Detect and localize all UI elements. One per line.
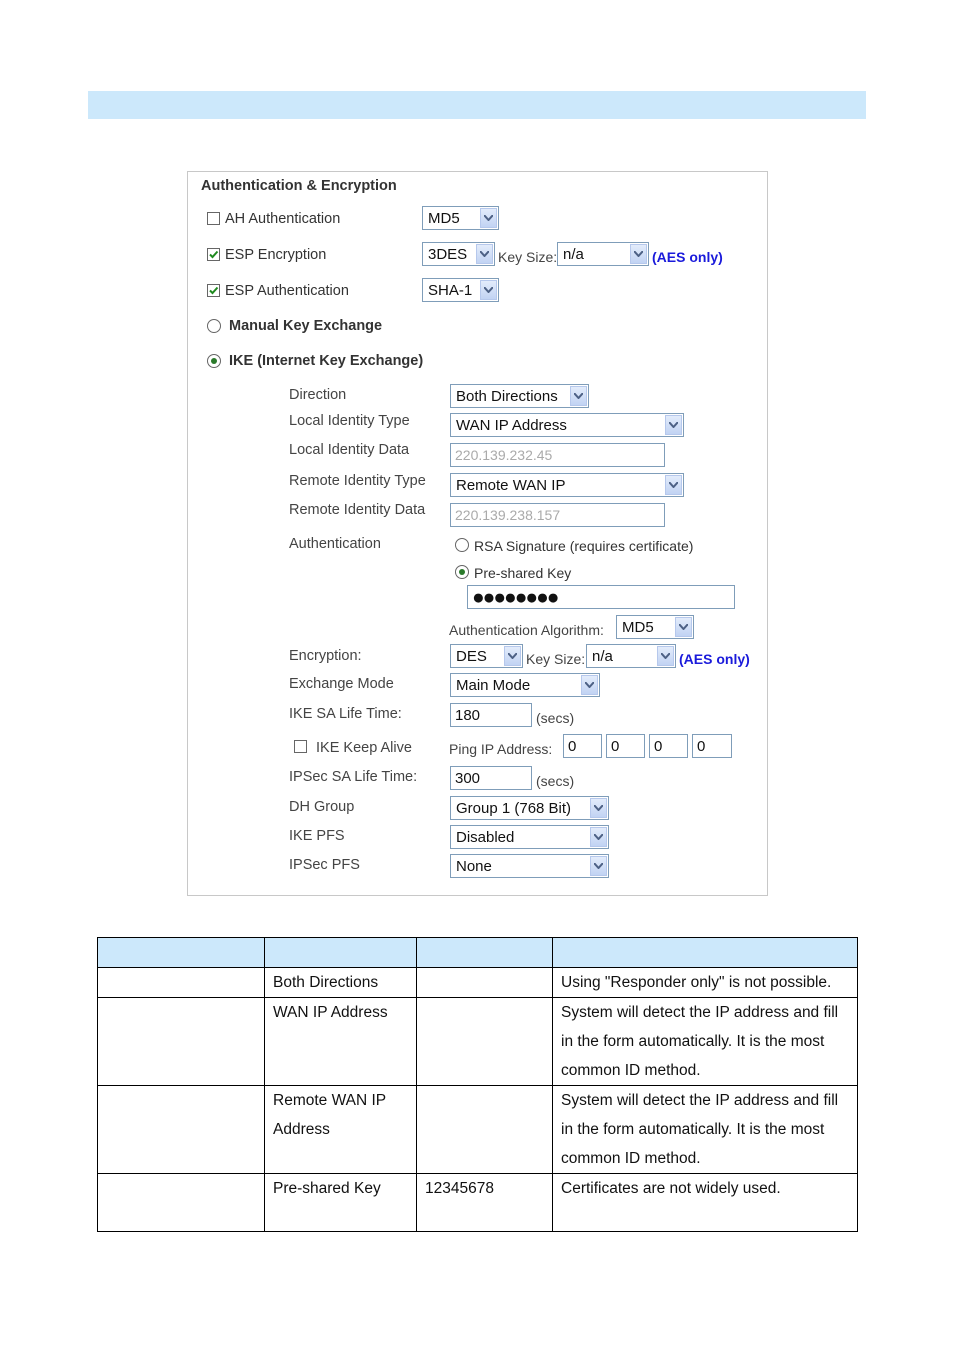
table-cell: [98, 1174, 265, 1232]
table-cell: Certificates are not widely used.: [553, 1174, 858, 1232]
settings-table: [97, 937, 858, 1232]
ipsec-pfs-label: IPSec PFS: [289, 857, 360, 873]
remote-identity-data-input[interactable]: 220.139.238.157: [450, 503, 665, 527]
ipsec-sa-life-time-input[interactable]: 300: [450, 766, 532, 790]
table-cell: [417, 1086, 553, 1174]
ping-ip-octet-3[interactable]: 0: [649, 734, 688, 758]
ike-pfs-label: IKE PFS: [289, 828, 345, 844]
auth-algorithm-label: Authentication Algorithm:: [449, 622, 604, 638]
esp-authentication-label: ESP Authentication: [225, 283, 349, 299]
table-cell: [98, 1086, 265, 1174]
chevron-down-icon: [590, 798, 607, 818]
panel-title: Authentication & Encryption: [201, 178, 397, 194]
manual-key-exchange-radio[interactable]: [207, 319, 221, 333]
manual-key-exchange-label: Manual Key Exchange: [229, 318, 383, 334]
pre-shared-key-label: Pre-shared Key: [474, 565, 572, 581]
ah-algorithm-select[interactable]: MD5: [422, 206, 499, 230]
remote-identity-data-label: Remote Identity Data: [289, 502, 426, 518]
table-cell: [417, 998, 553, 1086]
direction-label: Direction: [289, 387, 347, 403]
encryption-label: Encryption:: [289, 648, 362, 664]
rsa-signature-radio[interactable]: [455, 538, 469, 552]
encryption-select[interactable]: DES: [450, 644, 523, 668]
table-header-row: [98, 938, 858, 968]
chevron-down-icon: [581, 675, 598, 695]
table-header-cell: [417, 938, 553, 968]
table-cell: Pre-shared Key: [265, 1174, 417, 1232]
ike-radio[interactable]: [207, 354, 221, 368]
table-cell: System will detect the IP address and fill in the form automatically. It is the most common ID method.: [553, 1086, 858, 1174]
ike-sa-life-unit: (secs): [536, 710, 575, 726]
ike-keep-alive-checkbox[interactable]: [294, 740, 307, 753]
table-cell: [417, 968, 553, 998]
ping-ip-label: Ping IP Address:: [449, 741, 553, 757]
ike-key-size-label: Key Size:: [526, 651, 586, 667]
ike-key-size-select[interactable]: n/a: [586, 644, 676, 668]
table-header-cell: [265, 938, 417, 968]
authentication-label: Authentication: [289, 536, 381, 552]
esp-encryption-checkbox[interactable]: [207, 248, 220, 261]
esp-authentication-checkbox[interactable]: [207, 284, 220, 297]
table-row: [98, 1086, 858, 1174]
local-identity-data-input[interactable]: 220.139.232.45: [450, 443, 665, 467]
table-cell: System will detect the IP address and fill in the form automatically. It is the most common ID method.: [553, 998, 858, 1086]
table-cell: [98, 998, 265, 1086]
table-cell: Both Directions: [265, 968, 417, 998]
table-row: [98, 968, 858, 998]
auth-algorithm-select[interactable]: MD5: [616, 615, 694, 639]
ipsec-sa-life-time-label: IPSec SA Life Time:: [289, 769, 418, 785]
table-row: [98, 998, 858, 1086]
pre-shared-key-input[interactable]: ●●●●●●●●: [467, 585, 735, 609]
ike-sa-life-time-input[interactable]: 180: [450, 703, 532, 727]
exchange-mode-label: Exchange Mode: [289, 676, 394, 692]
chevron-down-icon: [570, 386, 587, 406]
table-cell: WAN IP Address: [265, 998, 417, 1086]
chevron-down-icon: [665, 415, 682, 435]
local-identity-data-label: Local Identity Data: [289, 442, 410, 458]
table-header-cell: [553, 938, 858, 968]
ike-keep-alive-label: IKE Keep Alive: [316, 740, 412, 756]
chevron-down-icon: [480, 280, 497, 300]
chevron-down-icon: [480, 208, 497, 228]
table-cell: 12345678: [417, 1174, 553, 1232]
dh-group-select[interactable]: Group 1 (768 Bit): [450, 796, 609, 820]
ike-aes-only-note: (AES only): [679, 651, 750, 667]
exchange-mode-select[interactable]: Main Mode: [450, 673, 600, 697]
chevron-down-icon: [504, 646, 521, 666]
remote-identity-type-label: Remote Identity Type: [289, 473, 426, 489]
ping-ip-octet-2[interactable]: 0: [606, 734, 645, 758]
chevron-down-icon: [476, 244, 493, 264]
chevron-down-icon: [665, 475, 682, 495]
table-header-cell: [98, 938, 265, 968]
table-cell: [98, 968, 265, 998]
pre-shared-key-radio[interactable]: [455, 565, 469, 579]
ping-ip-octet-4[interactable]: 0: [692, 734, 732, 758]
chevron-down-icon: [590, 827, 607, 847]
local-identity-type-label: Local Identity Type: [289, 413, 410, 429]
ah-authentication-label: AH Authentication: [225, 211, 341, 227]
esp-key-size-select[interactable]: n/a: [557, 242, 649, 266]
ike-pfs-select[interactable]: Disabled: [450, 825, 609, 849]
esp-key-size-label: Key Size:: [498, 249, 558, 265]
aes-only-note: (AES only): [652, 249, 723, 265]
chevron-down-icon: [590, 856, 607, 876]
direction-select[interactable]: Both Directions: [450, 384, 589, 408]
table-cell: Using "Responder only" is not possible.: [553, 968, 858, 998]
ipsec-sa-life-unit: (secs): [536, 773, 575, 789]
remote-identity-type-select[interactable]: Remote WAN IP: [450, 473, 684, 497]
checkmark-icon: [208, 249, 219, 260]
rsa-signature-label: RSA Signature (requires certificate): [474, 538, 694, 554]
ipsec-pfs-select[interactable]: None: [450, 854, 609, 878]
esp-authentication-select[interactable]: SHA-1: [422, 278, 499, 302]
dh-group-label: DH Group: [289, 799, 355, 815]
local-identity-type-select[interactable]: WAN IP Address: [450, 413, 684, 437]
section-header-bar: [88, 91, 866, 119]
esp-encryption-select[interactable]: 3DES: [422, 242, 495, 266]
table-cell: Remote WAN IP Address: [265, 1086, 417, 1174]
ah-authentication-checkbox[interactable]: [207, 212, 220, 225]
chevron-down-icon: [630, 244, 647, 264]
esp-encryption-label: ESP Encryption: [225, 247, 327, 263]
vpn-settings-panel: [187, 171, 768, 896]
chevron-down-icon: [657, 646, 674, 666]
ike-label: IKE (Internet Key Exchange): [229, 353, 424, 369]
ike-sa-life-time-label: IKE SA Life Time:: [289, 706, 402, 722]
table-row: [98, 1174, 858, 1232]
ping-ip-octet-1[interactable]: 0: [563, 734, 602, 758]
chevron-down-icon: [675, 617, 692, 637]
checkmark-icon: [208, 285, 219, 296]
